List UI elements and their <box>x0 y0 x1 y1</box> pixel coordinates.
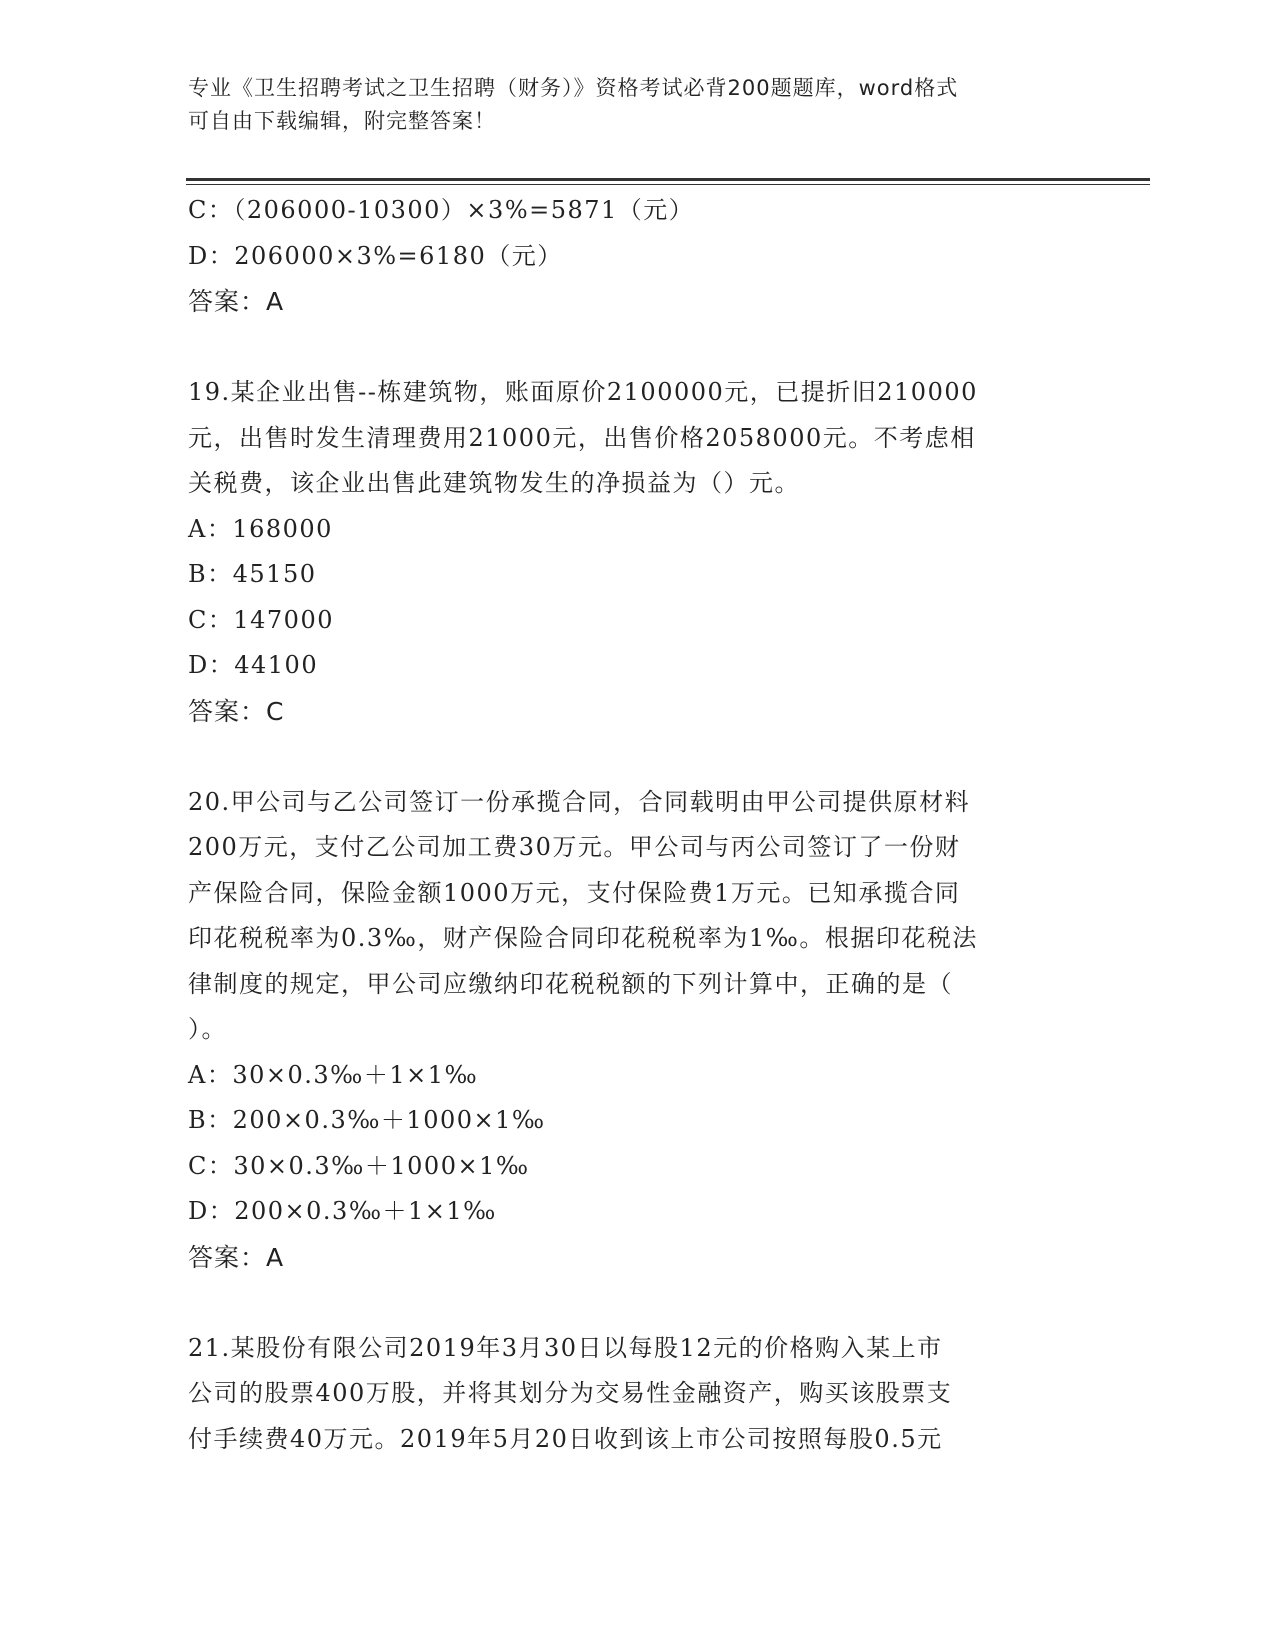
question-20-stem-line: 律制度的规定，甲公司应缴纳印花税税额的下列计算中，正确的是（ <box>188 969 953 998</box>
question-20-stem-line: 200万元，支付乙公司加工费30万元。甲公司与丙公司签订了一份财 <box>188 833 961 861</box>
question-19-option-c: C：147000 <box>188 605 334 634</box>
document-body <box>188 188 1068 1462</box>
header-divider-thick <box>186 178 1150 181</box>
question-20-stem-line: 印花税税率为0.3‰，财产保险合同印花税税率为1‰。根据印花税法 <box>188 924 978 952</box>
spacer <box>188 325 1068 371</box>
header-title-line-1: 专业《卫生招聘考试之卫生招聘（财务）》资格考试必背200题题库，word格式 <box>188 76 959 100</box>
spacer <box>188 734 1068 780</box>
question-21-stem-line: 21.某股份有限公司2019年3月30日以每股12元的价格购入某上市 <box>188 1333 943 1362</box>
header-divider-thin <box>186 184 1150 185</box>
question-20-answer: 答案：A <box>188 1242 285 1272</box>
document-header <box>188 72 1068 138</box>
option-d: D：206000×3%=6180（元） <box>188 241 563 270</box>
question-20-option-b: B：200×0.3‰＋1000×1‰ <box>188 1106 546 1134</box>
question-20-stem-line: ）。 <box>188 1015 227 1043</box>
question-19-stem-line: 19.某企业出售--栋建筑物，账面原价2100000元，已提折旧210000 <box>188 378 978 406</box>
header-title-line-2: 可自由下载编辑，附完整答案！ <box>188 109 496 133</box>
option-c: C：（206000-10300）×3%=5871（元） <box>188 196 695 224</box>
question-20-option-d: D：200×0.3‰＋1×1‰ <box>188 1197 497 1225</box>
question-19-option-a: A：168000 <box>188 514 333 543</box>
answer-line: 答案：A <box>188 287 285 316</box>
question-19-stem-line: 元，出售时发生清理费用21000元，出售价格2058000元。不考虑相 <box>188 423 976 452</box>
question-19-stem-line: 关税费，该企业出售此建筑物发生的净损益为（）元。 <box>188 469 800 497</box>
question-20-option-c: C：30×0.3‰＋1000×1‰ <box>188 1151 530 1180</box>
spacer <box>188 1280 1068 1326</box>
question-19-option-b: B：45150 <box>188 560 317 588</box>
question-20-option-a: A：30×0.3‰＋1×1‰ <box>188 1060 479 1089</box>
question-19-answer: 答案：C <box>188 696 285 726</box>
question-20-stem-line: 产保险合同，保险金额1000万元，支付保险费1万元。已知承揽合同 <box>188 878 961 907</box>
question-21-stem-line: 付手续费40万元。2019年5月20日收到该上市公司按照每股0.5元 <box>188 1424 943 1453</box>
question-19-option-d: D：44100 <box>188 651 319 679</box>
question-20-stem-line: 20.甲公司与乙公司签订一份承揽合同，合同载明由甲公司提供原材料 <box>188 787 971 816</box>
question-21-stem-line: 公司的股票400万股，并将其划分为交易性金融资产，购买该股票支 <box>188 1379 953 1407</box>
